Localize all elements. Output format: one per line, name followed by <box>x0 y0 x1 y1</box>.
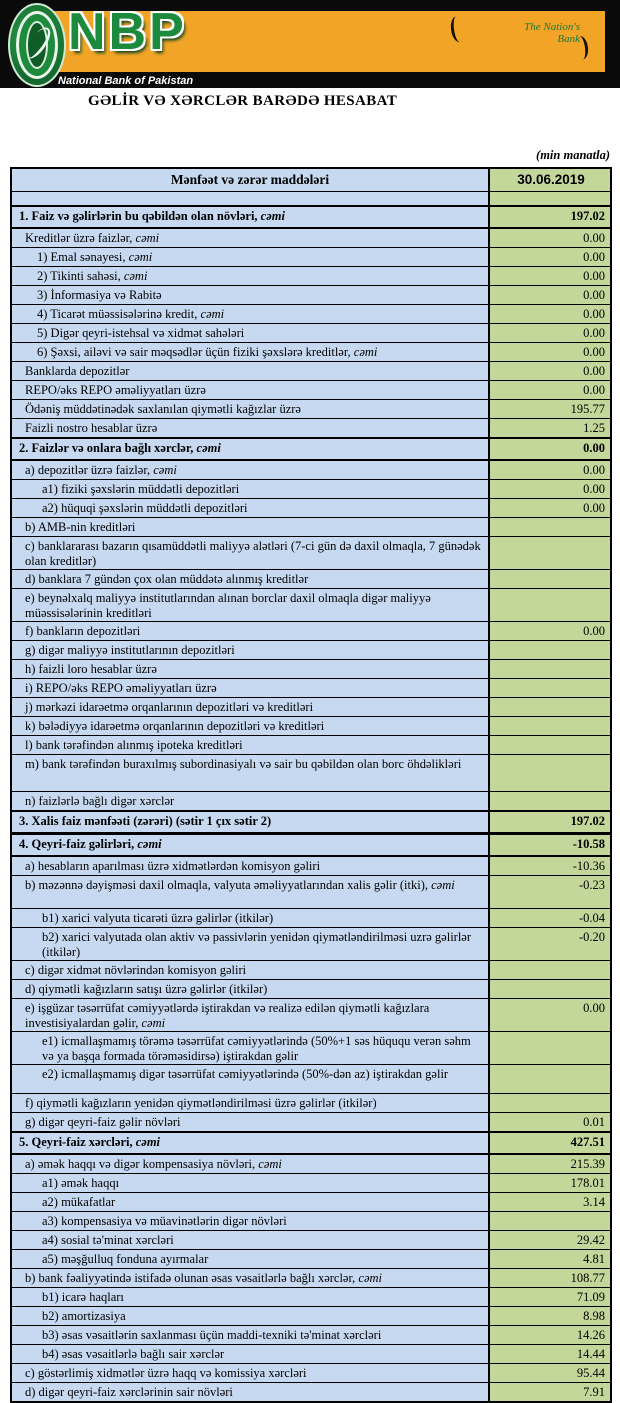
row-label: b) AMB-nin kreditləri <box>12 518 488 536</box>
nbp-logo-text: NBP <box>68 3 187 61</box>
row-value: 178.01 <box>488 1174 610 1192</box>
row-value: 427.51 <box>488 1133 610 1153</box>
table-body <box>12 205 610 1401</box>
table-row <box>12 621 610 640</box>
row-value <box>488 698 610 716</box>
row-label: 1) Emal sənayesi, cəmi <box>12 248 488 266</box>
table-row <box>12 1154 610 1173</box>
table-row <box>12 1031 610 1064</box>
table-row <box>12 1306 610 1325</box>
empty-label-cell <box>12 192 488 205</box>
table-row <box>12 791 610 810</box>
table-row <box>12 1064 610 1093</box>
row-label: a) hesabların aparılması üzrə xidmətlərdən komisyon gəliri <box>12 857 488 875</box>
row-label: a1) fiziki şəxslərin müddətli depozitləri <box>12 480 488 498</box>
row-label: 3. Xalis faiz mənfəəti (zərəri) (sətir 1 çıx sətir 2) <box>12 812 488 832</box>
row-value <box>488 736 610 754</box>
table-row <box>12 588 610 621</box>
row-label: b) məzənnə dəyişməsi daxil olmaqla, valyuta əməliyyatlarından xalis gəlir (itki), cəmi <box>12 876 488 908</box>
row-label: j) mərkəzi idarəetmə orqanlarının depozitləri və kreditləri <box>12 698 488 716</box>
table-row <box>12 856 610 875</box>
income-expense-table <box>10 167 612 1403</box>
table-row <box>12 875 610 908</box>
row-label: d) qiymətli kağızların satışı üzrə gəlirlər (itkilər) <box>12 980 488 998</box>
row-label: e) işgüzar təsərrüfat cəmiyyətlərdə iştirakdan və realizə edilən qiymətli kağızlara investisiyalardan gəlir, cəmi <box>12 999 488 1031</box>
row-value: 95.44 <box>488 1364 610 1382</box>
row-label: b2) amortizasiya <box>12 1307 488 1325</box>
row-value: 0.00 <box>488 362 610 380</box>
row-label: 2) Tikinti sahəsi, cəmi <box>12 267 488 285</box>
row-value: 0.00 <box>488 248 610 266</box>
table-row <box>12 1230 610 1249</box>
row-value: 0.00 <box>488 343 610 361</box>
table-row <box>12 361 610 380</box>
row-label: 2. Faizlər və onlara bağlı xərclər, cəmi <box>12 439 488 459</box>
table-row <box>12 1325 610 1344</box>
row-label: 5) Digər qeyri-istehsal və xidmət sahələri <box>12 324 488 342</box>
row-label: a5) məşğulluq fonduna ayırmalar <box>12 1250 488 1268</box>
row-label: 3) İnformasiya və Rabitə <box>12 286 488 304</box>
table-empty-row <box>12 191 610 205</box>
row-label: b1) icarə haqları <box>12 1288 488 1306</box>
row-label: e2) icmallaşmamış digər təsərrüfat cəmiyyətlərində (50%-dən az) iştirakdan gəlir <box>12 1065 488 1093</box>
table-row <box>12 1287 610 1306</box>
row-value: 1.25 <box>488 419 610 437</box>
row-value: 0.00 <box>488 461 610 479</box>
row-value: 195.77 <box>488 400 610 418</box>
row-value: 0.00 <box>488 622 610 640</box>
row-value: 0.00 <box>488 229 610 247</box>
row-label: a2) mükafatlar <box>12 1193 488 1211</box>
row-label: 4. Qeyri-faiz gəlirləri, cəmi <box>12 835 488 855</box>
row-label: i) REPO/əks REPO əməliyyatları üzrə <box>12 679 488 697</box>
row-label: b) bank fəaliyyətində istifadə olunan əsas vəsaitlərlə bağlı xərclər, cəmi <box>12 1269 488 1287</box>
row-value <box>488 570 610 588</box>
row-value: 14.26 <box>488 1326 610 1344</box>
row-value <box>488 1032 610 1064</box>
row-value: 0.00 <box>488 381 610 399</box>
table-row <box>12 460 610 479</box>
table-row <box>12 908 610 927</box>
row-value <box>488 679 610 697</box>
table-row <box>12 1131 610 1154</box>
table-row <box>12 640 610 659</box>
table-row <box>12 1211 610 1230</box>
row-value <box>488 755 610 791</box>
row-label: REPO/əks REPO əməliyyatları üzrə <box>12 381 488 399</box>
row-label: g) digər maliyyə institutlarının depozitləri <box>12 641 488 659</box>
row-label: d) digər qeyri-faiz xərclərinin sair növləri <box>12 1383 488 1401</box>
table-row <box>12 1268 610 1287</box>
row-value: 108.77 <box>488 1269 610 1287</box>
table-row <box>12 833 610 856</box>
row-label: a2) hüquqi şəxslərin müddətli depozitləri <box>12 499 488 517</box>
tagline-line2: Bank <box>557 33 580 45</box>
row-label: a1) əmək haqqı <box>12 1174 488 1192</box>
table-row <box>12 517 610 536</box>
table-row <box>12 1344 610 1363</box>
table-row <box>12 247 610 266</box>
row-label: b3) əsas vəsaitlərin saxlanması üçün maddi-texniki tə'minat xərcləri <box>12 1326 488 1344</box>
row-label: l) bank tərəfindən alınmış ipoteka kreditləri <box>12 736 488 754</box>
row-label: Ödəniş müddətinədək saxlanılan qiymətli kağızlar üzrə <box>12 400 488 418</box>
table-row <box>12 754 610 791</box>
row-value: 3.14 <box>488 1193 610 1211</box>
table-row <box>12 323 610 342</box>
row-value: 197.02 <box>488 207 610 227</box>
row-label: h) faizli loro hesablar üzrə <box>12 660 488 678</box>
table-row <box>12 1249 610 1268</box>
table-row <box>12 479 610 498</box>
row-value: 215.39 <box>488 1155 610 1173</box>
page-title: GƏLİR VƏ XƏRCLƏR BARƏDƏ HESABAT <box>88 93 398 109</box>
row-label: 5. Qeyri-faiz xərcləri, cəmi <box>12 1133 488 1153</box>
table-row <box>12 659 610 678</box>
row-value <box>488 537 610 569</box>
table-row <box>12 569 610 588</box>
row-label: n) faizlərlə bağlı digər xərclər <box>12 792 488 810</box>
row-label: e1) icmallaşmamış törəmə təsərrüfat cəmiyyətlərində (50%+1 səs hüququ verən səhm və ya başqa formada törəməsidirsə) iştirakdan gəlir <box>12 1032 488 1064</box>
row-value: -10.58 <box>488 835 610 855</box>
row-value: 0.00 <box>488 499 610 517</box>
row-label: Kreditlər üzrə faizlər, cəmi <box>12 229 488 247</box>
table-row <box>12 678 610 697</box>
row-value: 0.00 <box>488 480 610 498</box>
row-value: 71.09 <box>488 1288 610 1306</box>
row-label: f) qiymətli kağızların yenidən qiymətləndirilməsi üzrə gəlirlər (itkilər) <box>12 1094 488 1112</box>
tagline-line1: The Nation's <box>524 21 580 33</box>
table-row <box>12 960 610 979</box>
row-label: g) digər qeyri-faiz gəlir növləri <box>12 1113 488 1131</box>
table-row <box>12 285 610 304</box>
row-value: 197.02 <box>488 812 610 832</box>
table-row <box>12 979 610 998</box>
row-label: Faizli nostro hesablar üzrə <box>12 419 488 437</box>
table-row <box>12 342 610 361</box>
row-value <box>488 961 610 979</box>
table-row <box>12 437 610 460</box>
row-value: 0.01 <box>488 1113 610 1131</box>
row-value <box>488 1212 610 1230</box>
row-value: -10.36 <box>488 857 610 875</box>
row-value: -0.23 <box>488 876 610 908</box>
row-label: a3) kompensasiya və müavinətlərin digər növləri <box>12 1212 488 1230</box>
row-value: 0.00 <box>488 305 610 323</box>
table-row <box>12 998 610 1031</box>
row-value: 0.00 <box>488 439 610 459</box>
row-label: d) banklara 7 gündən çox olan müddətə alınmış kreditlər <box>12 570 488 588</box>
table-row <box>12 927 610 960</box>
table-row <box>12 716 610 735</box>
table-row <box>12 1173 610 1192</box>
row-label: 1. Faiz və gəlirlərin bu qəbildən olan növləri, cəmi <box>12 207 488 227</box>
row-value: 4.81 <box>488 1250 610 1268</box>
row-label: 4) Ticarət müəssisələrinə kredit, cəmi <box>12 305 488 323</box>
row-value: 0.00 <box>488 999 610 1031</box>
row-value <box>488 641 610 659</box>
row-value: -0.04 <box>488 909 610 927</box>
row-value <box>488 589 610 621</box>
table-row <box>12 1192 610 1211</box>
table-row <box>12 418 610 437</box>
row-value <box>488 1065 610 1093</box>
table-row <box>12 266 610 285</box>
row-value: 14.44 <box>488 1345 610 1363</box>
table-row <box>12 735 610 754</box>
row-label: m) bank tərəfindən buraxılmış subordinasiyalı və sair bu qəbildən olan borc öhdəlikləri <box>12 755 488 791</box>
row-label: c) digər xidmət növlərindən komisyon gəliri <box>12 961 488 979</box>
row-value <box>488 717 610 735</box>
table-row <box>12 810 610 833</box>
row-value <box>488 518 610 536</box>
row-label: b4) əsas vəsaitlərlə bağlı sair xərclər <box>12 1345 488 1363</box>
row-value <box>488 660 610 678</box>
bank-banner <box>0 0 620 88</box>
table-row <box>12 1112 610 1131</box>
row-value: 29.42 <box>488 1231 610 1249</box>
row-value: -0.20 <box>488 928 610 960</box>
table-row <box>12 304 610 323</box>
table-row <box>12 536 610 569</box>
table-row <box>12 228 610 247</box>
row-value: 0.00 <box>488 286 610 304</box>
row-value: 0.00 <box>488 267 610 285</box>
row-label: a) depozitlər üzrə faizlər, cəmi <box>12 461 488 479</box>
bank-name-label: National Bank of Pakistan <box>58 75 194 87</box>
empty-value-cell <box>488 192 610 205</box>
row-label: e) beynəlxalq maliyyə institutlarından alınan borclar daxil olmaqla digər maliyyə müəssisələrinin kreditləri <box>12 589 488 621</box>
table-row <box>12 205 610 228</box>
row-label: b1) xarici valyuta ticarəti üzrə gəlirlər (itkilər) <box>12 909 488 927</box>
row-value <box>488 1094 610 1112</box>
table-row <box>12 1382 610 1401</box>
header-items-label: Mənfəət və zərər maddələri <box>12 169 488 191</box>
row-label: k) bələdiyyə idarəetmə orqanlarının depozitləri və kreditləri <box>12 717 488 735</box>
row-label: b2) xarici valyutada olan aktiv və passivlərin yenidən qiymətləndirilməsi uzrə gəlirlər (itkilər) <box>12 928 488 960</box>
row-label: 6) Şəxsi, ailəvi və sair məqsədlər üçün fiziki şəxslərə kreditlər, cəmi <box>12 343 488 361</box>
table-row <box>12 1093 610 1112</box>
row-value <box>488 792 610 810</box>
table-header-row <box>12 169 610 191</box>
table-row <box>12 498 610 517</box>
table-row <box>12 380 610 399</box>
row-label: a4) sosial tə'minat xərcləri <box>12 1231 488 1249</box>
row-label: c) göstərlimiş xidmətlər üzrə haqq və komissiya xərcləri <box>12 1364 488 1382</box>
table-row <box>12 399 610 418</box>
row-label: a) əmək haqqı və digər kompensasiya növləri, cəmi <box>12 1155 488 1173</box>
table-row <box>12 1363 610 1382</box>
row-label: c) banklararası bazarın qısamüddətli maliyyə alətləri (7-ci gün də daxil olmaqla, 7 günədək olan kreditlər) <box>12 537 488 569</box>
table-row <box>12 697 610 716</box>
row-label: f) bankların depozitləri <box>12 622 488 640</box>
row-value: 8.98 <box>488 1307 610 1325</box>
header-date-label: 30.06.2019 <box>488 169 610 191</box>
row-label: Banklarda depozitlər <box>12 362 488 380</box>
row-value: 0.00 <box>488 324 610 342</box>
row-value <box>488 980 610 998</box>
row-value: 7.91 <box>488 1383 610 1401</box>
unit-note: (min manatla) <box>536 148 610 162</box>
